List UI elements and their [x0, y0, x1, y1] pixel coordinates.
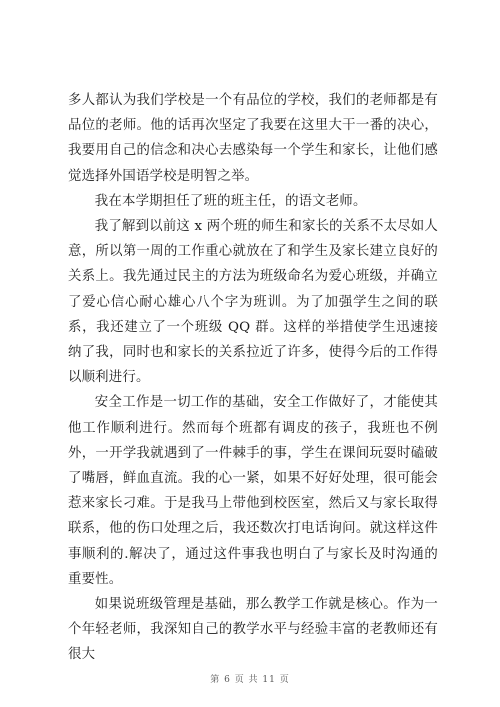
paragraph-continuation: 多人都认为我们学校是一个有品位的学校，我们的老师都是有品位的老师。他的话再次坚定了我要在这里大干一番的决心，我要用自己的信念和决心去感染每一个学生和家长，让他们感觉选择外国语学校是明智之举。: [68, 93, 438, 184]
page-number-footer: 第 6 页 共 11 页: [210, 675, 290, 685]
paragraph-class-teacher: 我在本学期担任了班的班主任，的语文老师。: [94, 193, 367, 209]
body-text: [68, 88, 438, 668]
paragraph-parent-relations: 我了解到以前这 x 两个班的师生和家长的关系不太尽如人意，所以第一周的工作重心就放在了和学生及家长建立良好的关系上。我先通过民主的方法为班级命名为爱心班级，并确立了爱心信心耐心雄心八个字为班训。为了加强学生之间的联系，我还建立了一个班级 QQ 群。这样的举措使学生迅速接纳了我，同时也和家长的关系拉近了许多，使得今后的工作得以顺利进行。: [68, 219, 438, 386]
paragraph-teaching-work: 如果说班级管理是基础，那么教学工作就是核心。作为一个年轻老师，我深知自己的教学水平与经验丰富的老教师还有很大: [68, 597, 438, 663]
paragraph-safety-work: 安全工作是一切工作的基础，安全工作做好了，才能使其他工作顺利进行。然而每个班都有调皮的孩子，我班也不例外，一开学我就遇到了一件棘手的事，学生在课间玩耍时磕破了嘴唇，鲜血直流。我的心一紧，如果不好好处理，很可能会惹来家长刁难。于是我马上带他到校医室，然后又与家长取得联系，他的伤口处理之后，我还数次打电话询问。就这样这件事顺利的.解决了，通过这件事我也明白了与家长及时沟通的重要性。: [68, 395, 438, 587]
